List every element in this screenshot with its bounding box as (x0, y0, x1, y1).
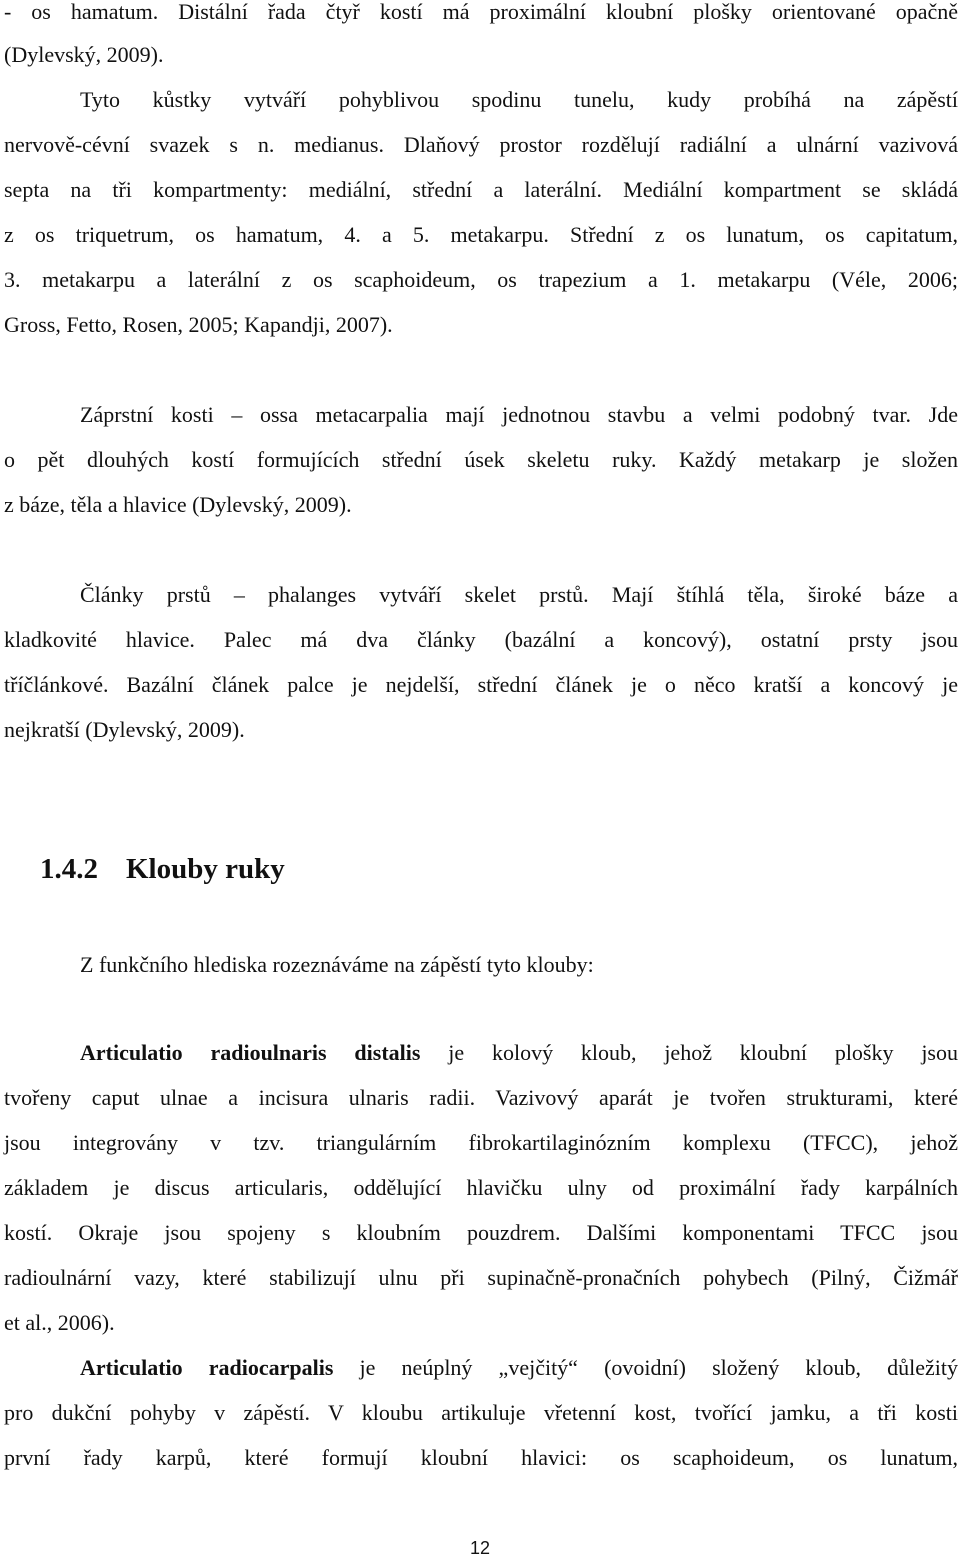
text-line: Články prstů – phalanges vytváří skelet prstů. Mají štíhlá těla, široké báze a (80, 582, 958, 607)
section-title: Klouby ruky (126, 853, 285, 885)
text-line: tvořeny caput ulnae a incisura ulnaris radii. Vazivový aparát je tvořen strukturami, které (4, 1085, 958, 1110)
text-line: Gross, Fetto, Rosen, 2005; Kapandji, 2007). (4, 312, 393, 337)
section-heading (40, 851, 285, 887)
text-line: et al., 2006). (4, 1310, 115, 1335)
text-line: tříčlánkové. Bazální článek palce je nejdelší, střední článek je o něco kratší a koncový je (4, 672, 958, 697)
page-number: 12 (469, 1538, 491, 1558)
text-line: nervově-cévní svazek s n. medianus. Dlaňový prostor rozdělují radiální a ulnární vazivová (4, 132, 958, 157)
text-line: kladkovité hlavice. Palec má dva články (bazální a koncový), ostatní prsty jsou (4, 627, 958, 652)
text-line (80, 1353, 958, 1383)
text-line: nejkratší (Dylevský, 2009). (4, 717, 245, 742)
text-line: první řady karpů, které formují kloubní hlavici: os scaphoideum, os lunatum, (4, 1445, 958, 1470)
text-line: Záprstní kosti – ossa metacarpalia mají jednotnou stavbu a velmi podobný tvar. Jde (80, 402, 958, 427)
text-line: z báze, těla a hlavice (Dylevský, 2009). (4, 492, 352, 517)
text-line: Tyto kůstky vytváří pohyblivou spodinu tunelu, kudy probíhá na zápěstí (80, 87, 958, 112)
text-line: z os triquetrum, os hamatum, 4. a 5. metakarpu. Střední z os lunatum, os capitatum, (4, 222, 958, 247)
text-line: septa na tři kompartmenty: mediální, střední a laterální. Mediální kompartment se skládá (4, 177, 958, 202)
term-radioulnaris: Articulatio radioulnaris distalis (80, 1040, 421, 1065)
text-line (80, 1038, 958, 1068)
text-line: pro dukční pohyby v zápěstí. V kloubu artikuluje vřetenní kost, tvořící jamku, a tři kosti (4, 1400, 958, 1425)
text-line: - os hamatum. Distální řada čtyř kostí má proximální kloubní plošky orientované opačně (4, 0, 958, 24)
text-line: kostí. Okraje jsou spojeny s kloubním pouzdrem. Dalšími komponentami TFCC jsou (4, 1220, 958, 1245)
intro-text: Z funkčního hlediska rozeznáváme na zápěstí tyto klouby: (80, 952, 594, 977)
text-line: (Dylevský, 2009). (4, 42, 164, 67)
text-span: je neúplný „vejčitý“ (ovoidní) složený kloub, důležitý (333, 1355, 958, 1380)
section-number: 1.4.2 (40, 853, 98, 885)
text-line: základem je discus articularis, oddělující hlavičku ulny od proximální řady karpálních (4, 1175, 958, 1200)
text-line: 3. metakarpu a laterální z os scaphoideum, os trapezium a 1. metakarpu (Véle, 2006; (4, 267, 958, 292)
text-line: radioulnární vazy, které stabilizují ulnu při supinačně-pronačních pohybech (Pilný, Čižmář (4, 1265, 958, 1290)
text-span: je kolový kloub, jehož kloubní plošky jsou (420, 1040, 958, 1065)
text-line: jsou integrovány v tzv. triangulárním fibrokartilaginózním komplexu (TFCC), jehož (4, 1130, 958, 1155)
term-radiocarpalis: Articulatio radiocarpalis (80, 1355, 334, 1380)
text-line: o pět dlouhých kostí formujících střední úsek skeletu ruky. Každý metakarp je složen (4, 447, 958, 472)
